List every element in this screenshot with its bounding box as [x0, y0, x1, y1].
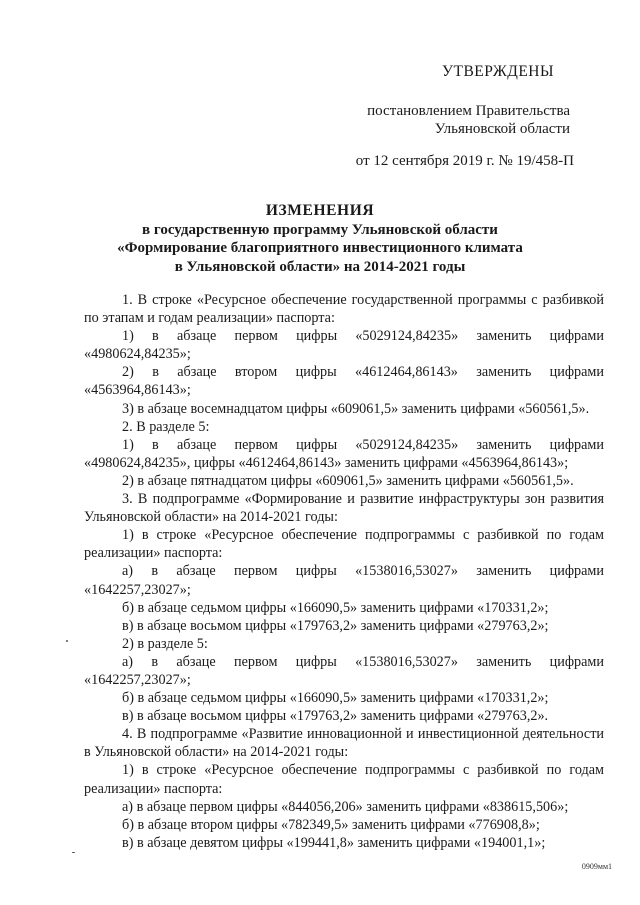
- paragraph: б) в абзаце седьмом цифры «166090,5» заменить цифрами «170331,2»;: [122, 599, 549, 616]
- document-body: [84, 291, 604, 852]
- approval-line-1: постановлением Правительства: [367, 103, 570, 119]
- paragraph: б) в абзаце седьмом цифры «166090,5» заменить цифрами «170331,2»;: [122, 690, 549, 707]
- title-line-1: ИЗМЕНЕНИЯ: [265, 202, 375, 219]
- approval-heading: УТВЕРЖДЕНЫ: [442, 63, 554, 80]
- paragraph: в) в абзаце девятом цифры «199441,8» заменить цифрами «194001,1»;: [122, 834, 546, 851]
- paragraph: 1) в строке «Ресурсное обеспечение подпрограммы с разбивкой по годам реализации» паспорта:: [84, 762, 604, 797]
- paragraph: в) в абзаце восьмом цифры «179763,2» заменить цифрами «279763,2».: [122, 708, 549, 725]
- scan-speck: [72, 852, 75, 853]
- approval-line-2: Ульяновской области: [434, 121, 570, 137]
- paragraph: 2) в разделе 5:: [122, 635, 208, 652]
- paragraph: б) в абзаце втором цифры «782349,5» заменить цифрами «776908,8»;: [122, 816, 540, 833]
- paragraph: 1. В строке «Ресурсное обеспечение государственной программы с разбивкой по этапам и годам реализации» паспорта:: [84, 292, 604, 327]
- paragraph: а) в абзаце первом цифры «1538016,53027» заменить цифрами «1642257,23027»;: [84, 563, 604, 598]
- title-line-3: «Формирование благоприятного инвестиционного климата: [117, 240, 523, 256]
- title-line-4: в Ульяновской области» на 2014-2021 годы: [174, 258, 466, 275]
- paragraph: 3) в абзаце восемнадцатом цифры «609061,5» заменить цифрами «560561,5».: [122, 400, 590, 417]
- paragraph: в) в абзаце восьмом цифры «179763,2» заменить цифрами «279763,2»;: [122, 617, 549, 634]
- paragraph: а) в абзаце первом цифры «1538016,53027» заменить цифрами «1642257,23027»;: [84, 653, 604, 688]
- footer-code: 0909мм1: [581, 862, 612, 871]
- paragraph: 1) в строке «Ресурсное обеспечение подпрограммы с разбивкой по годам реализации» паспорта:: [84, 527, 604, 562]
- paragraph: а) в абзаце первом цифры «844056,206» заменить цифрами «838615,506»;: [122, 798, 569, 815]
- paragraph: 1) в абзаце первом цифры «5029124,84235» заменить цифрами «4980624,84235»;: [84, 328, 604, 363]
- title-line-2: в государственную программу Ульяновской области: [142, 221, 498, 238]
- paragraph: 2) в абзаце втором цифры «4612464,86143» заменить цифрами «4563964,86143»;: [84, 364, 604, 399]
- paragraph: 2) в абзаце пятнадцатом цифры «609061,5» заменить цифрами «560561,5».: [122, 472, 574, 489]
- approval-date-number: от 12 сентября 2019 г. № 19/458-П: [355, 153, 574, 169]
- scan-speck: [66, 640, 68, 642]
- paragraph: 2. В разделе 5:: [122, 418, 210, 435]
- document-title: [0, 202, 640, 276]
- paragraph: 1) в абзаце первом цифры «5029124,84235» заменить цифрами «4980624,84235», цифры «4612464,86143» заменить цифрами «4563964,86143»;: [84, 436, 604, 471]
- paragraph: 4. В подпрограмме «Развитие инновационной и инвестиционной деятельности в Ульяновской области» на 2014-2021 годы:: [84, 726, 604, 761]
- paragraph: 3. В подпрограмме «Формирование и развитие инфраструктуры зон развития Ульяновской области» на 2014-2021 годы:: [84, 491, 604, 526]
